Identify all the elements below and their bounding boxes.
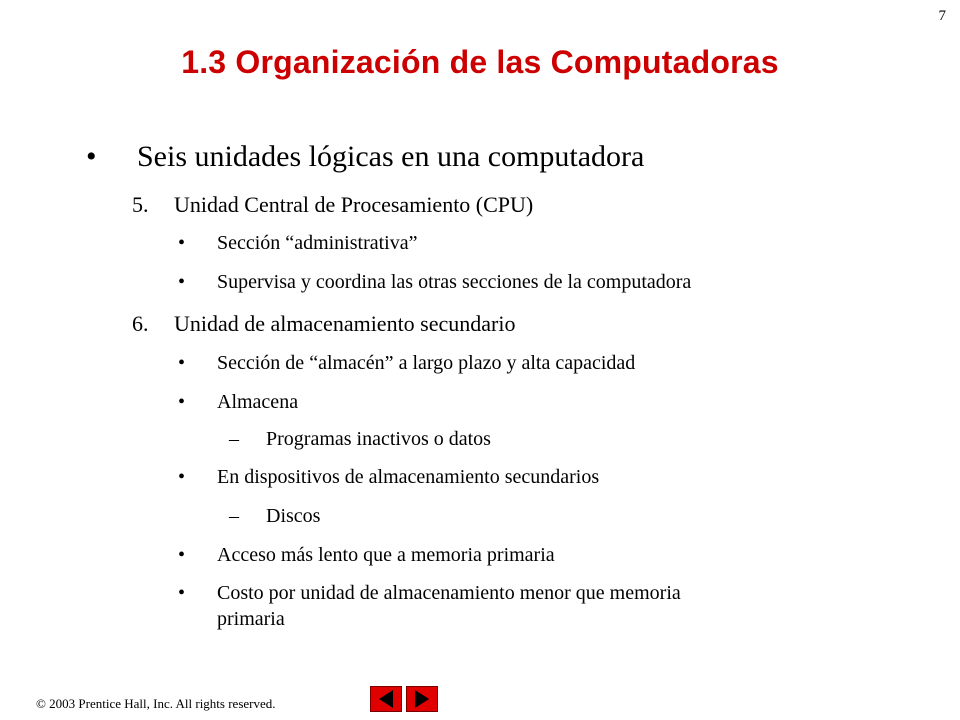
slide-title: 1.3 Organización de las Computadoras (181, 44, 779, 80)
item-5-bullet-2: Supervisa y coordina las otras secciones de la computadora (217, 271, 692, 293)
item-5-number: 5. (132, 192, 149, 217)
right-arrow-icon (407, 687, 437, 711)
item-6-number: 6. (132, 311, 149, 336)
bullet-dot: • (178, 582, 186, 604)
item-6-bullet-4: Acceso más lento que a memoria primaria (217, 544, 555, 566)
bullet-dot: • (178, 352, 186, 374)
dash-bullet: – (229, 505, 239, 527)
dash-bullet: – (229, 428, 239, 450)
item-5-bullet-1: Sección “administrativa” (217, 232, 418, 254)
copyright-symbol: © (36, 696, 46, 711)
item-6-bullet-2: Almacena (217, 391, 299, 413)
previous-slide-button[interactable] (370, 686, 402, 712)
slide-number: 7 (938, 8, 946, 24)
copyright-text: 2003 Prentice Hall, Inc. All rights reserved. (49, 696, 276, 711)
item-6-bullet-5-cont: primaria (217, 608, 285, 630)
item-6-bullet-5: Costo por unidad de almacenamiento menor que memoria (217, 582, 681, 604)
sub-bullet-2: Discos (266, 505, 321, 527)
bullet-dot: • (178, 232, 186, 254)
item-5-text: Unidad Central de Procesamiento (CPU) (174, 192, 534, 217)
item-6-bullet-3: En dispositivos de almacenamiento secundarios (217, 466, 600, 488)
bullet-dot: • (178, 391, 186, 413)
left-arrow-icon (371, 687, 401, 711)
bullet-dot: • (178, 544, 186, 566)
bullet-dot: • (178, 466, 186, 488)
next-slide-button[interactable] (406, 686, 438, 712)
sub-bullet-1: Programas inactivos o datos (266, 428, 491, 450)
main-bullet: • (86, 140, 97, 173)
item-6-bullet-1: Sección de “almacén” a largo plazo y alta capacidad (217, 352, 636, 374)
item-6-text: Unidad de almacenamiento secundario (174, 311, 516, 336)
footer-copyright (36, 696, 276, 712)
bullet-dot: • (178, 271, 186, 293)
main-heading: Seis unidades lógicas en una computadora (137, 140, 645, 173)
